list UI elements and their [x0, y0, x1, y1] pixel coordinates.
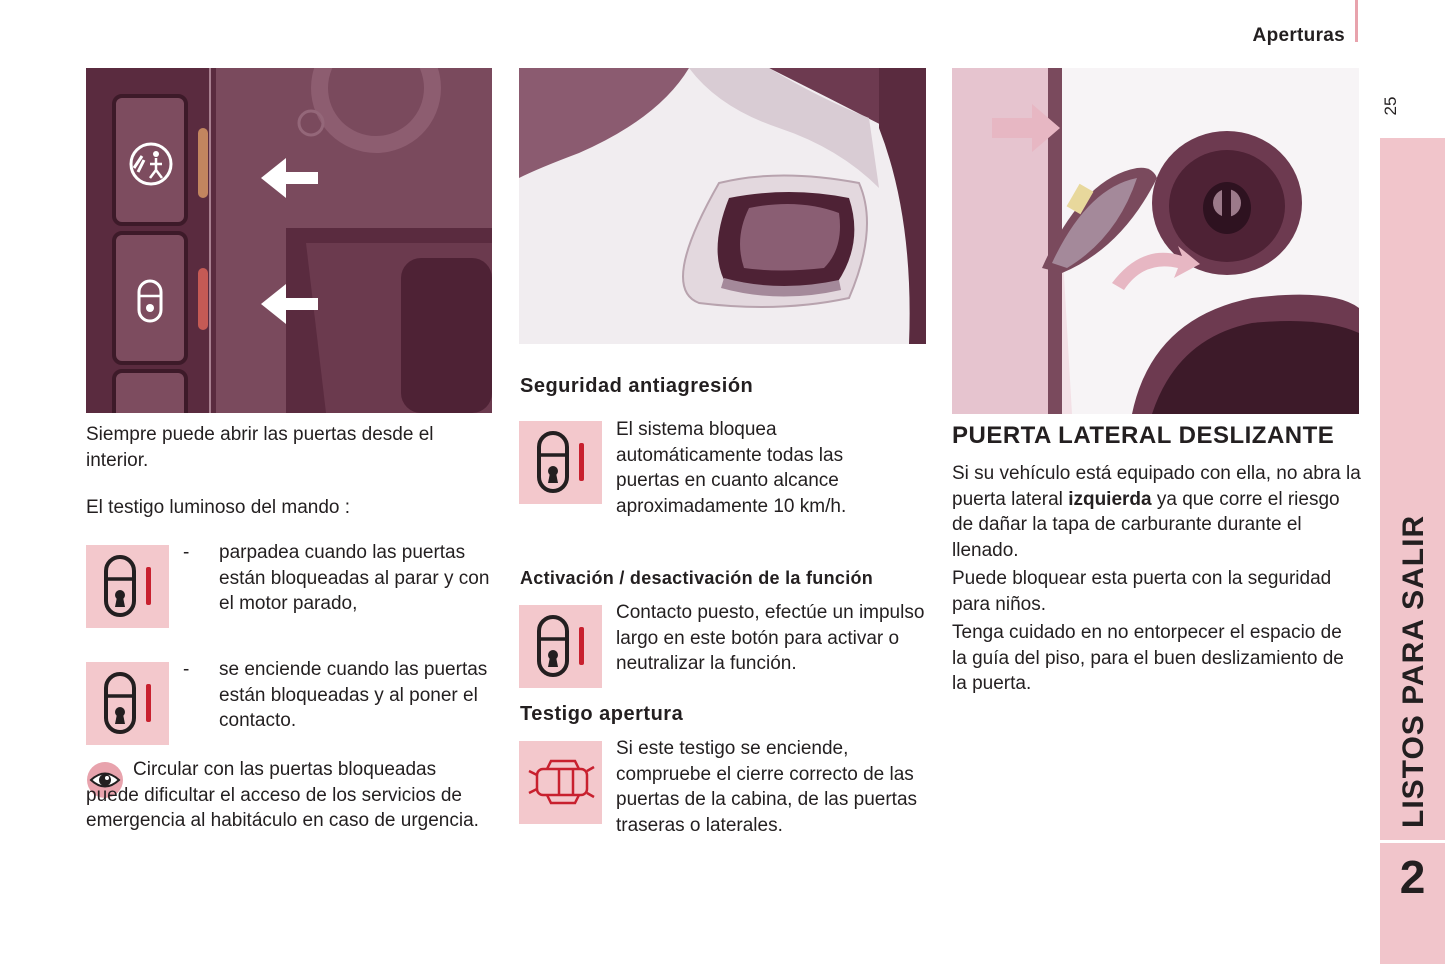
chapter-label [1380, 138, 1445, 828]
emergency-warning-text: Circular con las puertas bloqueadas puede dificultar el acceso de los servicios de emergencia al habitáculo en caso de urgencia. [86, 759, 479, 831]
sliding-door-paragraph-3: Tenga cuidado en no entorpecer el espacio de la guía del piso, para el buen deslizamiento de la puerta. [952, 622, 1344, 694]
section-title: Aperturas [1252, 25, 1345, 46]
chapter-number: 2 [1399, 851, 1426, 903]
warning-light-text: Si este testigo se enciende, compruebe el cierre correcto de las puertas de la cabina, de las puertas traseras o laterales. [616, 738, 918, 836]
door-handle-illustration [519, 68, 926, 344]
door-lock-indicator-icon [86, 545, 169, 628]
bullet-text-blinking: parpadea cuando las puertas están bloqueadas al parar y con el motor parado, [219, 542, 490, 614]
chapter-tab-divider [1380, 840, 1445, 843]
door-lock-indicator-icon [86, 662, 169, 745]
sliding-door-heading: PUERTA LATERAL DESLIZANTE [952, 422, 1335, 449]
intro-paragraph: Siempre puede abrir las puertas desde el interior. [86, 424, 434, 471]
header-divider [1355, 0, 1358, 42]
sliding-door-paragraph-2: Puede bloquear esta puerta con la seguridad para niños. [952, 568, 1332, 615]
door-lock-indicator-icon [519, 421, 602, 504]
door-lock-indicator-icon [519, 605, 602, 688]
auto-lock-text: El sistema bloquea automáticamente todas las puertas en cuanto alcance aproximadamente 10 km/h. [616, 419, 847, 517]
sliding-door-paragraph-1 [952, 461, 1362, 563]
para1-text-end: ya que corre el riesgo de dañar la tapa de carburante durante el llenado. [952, 488, 1340, 561]
bullet-dash: - [183, 542, 190, 563]
anti-aggression-heading: Seguridad antiagresión [520, 375, 754, 397]
warning-light-heading: Testigo apertura [520, 703, 684, 725]
activation-heading: Activación / desactivación de la función [520, 568, 874, 588]
bullet-text-lit: se enciende cuando las puertas están bloqueadas y al poner el contacto. [219, 659, 488, 731]
fuel-flap-illustration [952, 68, 1359, 414]
para1-bold-left: izquierda [1068, 488, 1152, 510]
page-number: 25 [1381, 96, 1400, 116]
indicator-paragraph: El testigo luminoso del mando : [86, 497, 351, 518]
dashboard-buttons-illustration [86, 68, 492, 413]
door-open-warning-icon [519, 741, 602, 824]
para1-text-start: Si su vehículo está equipado con ella, no abra la puerta lateral [952, 463, 1361, 510]
chapter-label-text: LISTOS PARA SALIR [1396, 514, 1430, 828]
bullet-dash: - [183, 659, 190, 680]
activation-text: Contacto puesto, efectúe un impulso largo en este botón para activar o neutralizar la función. [616, 602, 925, 674]
